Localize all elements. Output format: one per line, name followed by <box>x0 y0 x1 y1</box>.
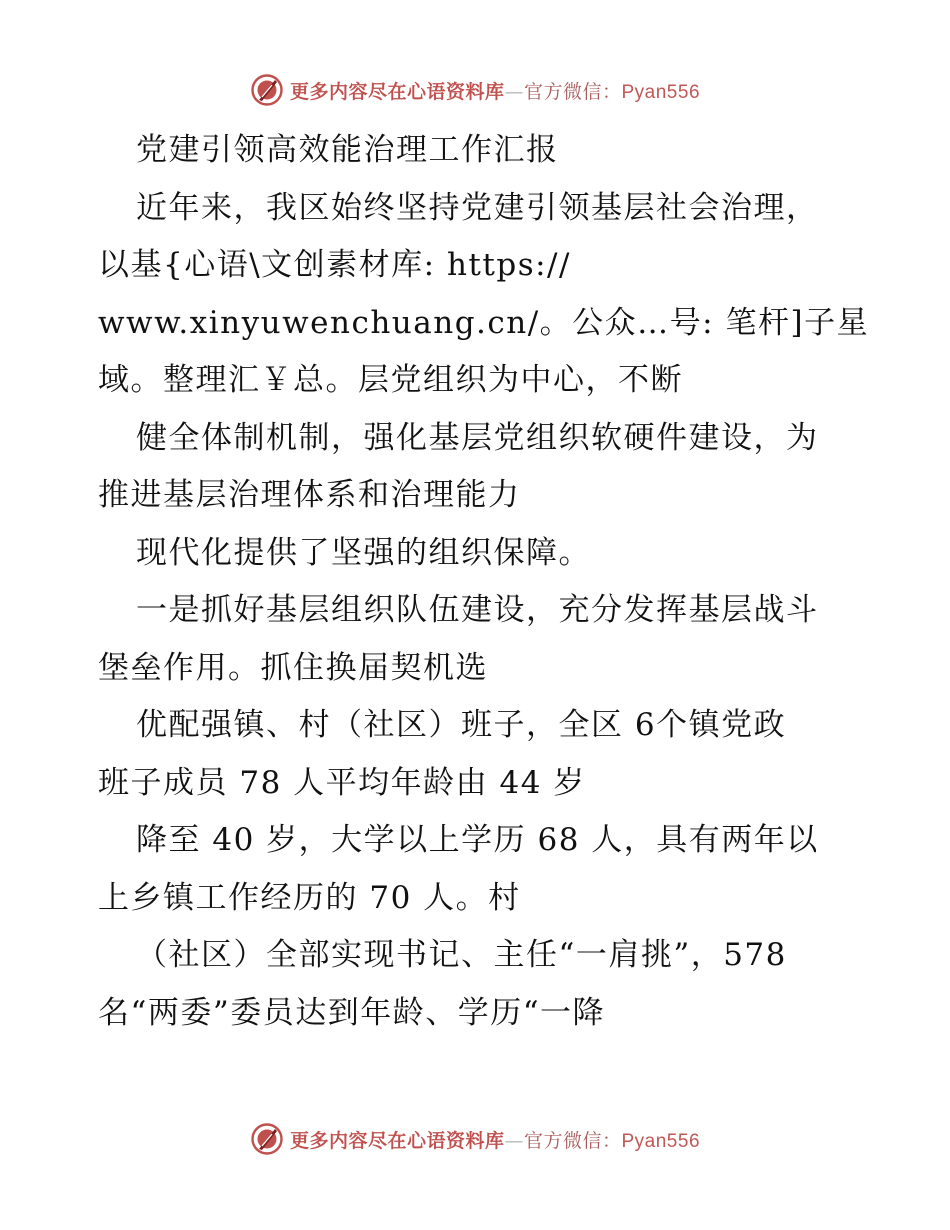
quill-pen-logo-icon <box>250 1122 284 1156</box>
text-line: 降至 40 岁，大学以上学历 68 人，具有两年以 <box>136 822 819 858</box>
banner-separator: — <box>504 80 524 103</box>
banner-text <box>290 77 700 104</box>
banner-main-text: 更多内容尽在心语资料库 <box>289 1129 505 1152</box>
text-line: 班子成员 78 人平均年龄由 44 岁 <box>98 764 586 801</box>
text-line: 近年来，我区始终坚持党建引领基层社会治理， <box>136 189 819 226</box>
text-line: 健全体制机制，强化基层党组织软硬件建设，为 <box>136 419 819 456</box>
text-line: 优配强镇、村（社区）班子，全区 6个镇党政 <box>136 707 787 743</box>
document-title: 党建引领高效能治理工作汇报 <box>136 132 559 168</box>
footer-banner <box>0 1119 950 1159</box>
text-line: 现代化提供了坚强的组织保障。 <box>136 534 591 571</box>
banner-wechat-id: Pyan556 <box>621 81 701 103</box>
banner-main-text: 更多内容尽在心语资料库 <box>289 80 505 103</box>
document-body <box>98 122 870 1042</box>
header-banner <box>0 70 950 110</box>
text-line: 域。整理汇￥总。层党组织为中心，不断 <box>98 362 683 398</box>
text-line: 堡垒作用。抓住换届契机选 <box>98 649 488 686</box>
banner-text <box>290 1126 700 1153</box>
text-line: 一是抓好基层组织队伍建设，充分发挥基层战斗 <box>136 592 819 628</box>
banner-wechat-label: 官方微信： <box>523 1129 622 1152</box>
banner-wechat-label: 官方微信： <box>523 80 622 103</box>
text-line: 名“两委”委员达到年龄、学历“一降 <box>98 994 606 1031</box>
banner-separator: — <box>504 1129 524 1152</box>
text-line: 上乡镇工作经历的 70 人。村 <box>98 879 521 916</box>
banner-wechat-id: Pyan556 <box>621 1130 701 1152</box>
text-line: www.xinyuwenchuang.cn/。公众…号: 笔杆]子星 <box>98 304 870 341</box>
text-line: 以基{心语\文创素材库: https:// <box>98 247 571 283</box>
quill-pen-logo-icon <box>250 73 284 107</box>
text-line: （社区）全部实现书记、主任“一肩挑”，578 <box>136 937 787 973</box>
text-line: 推进基层治理体系和治理能力 <box>98 477 521 513</box>
